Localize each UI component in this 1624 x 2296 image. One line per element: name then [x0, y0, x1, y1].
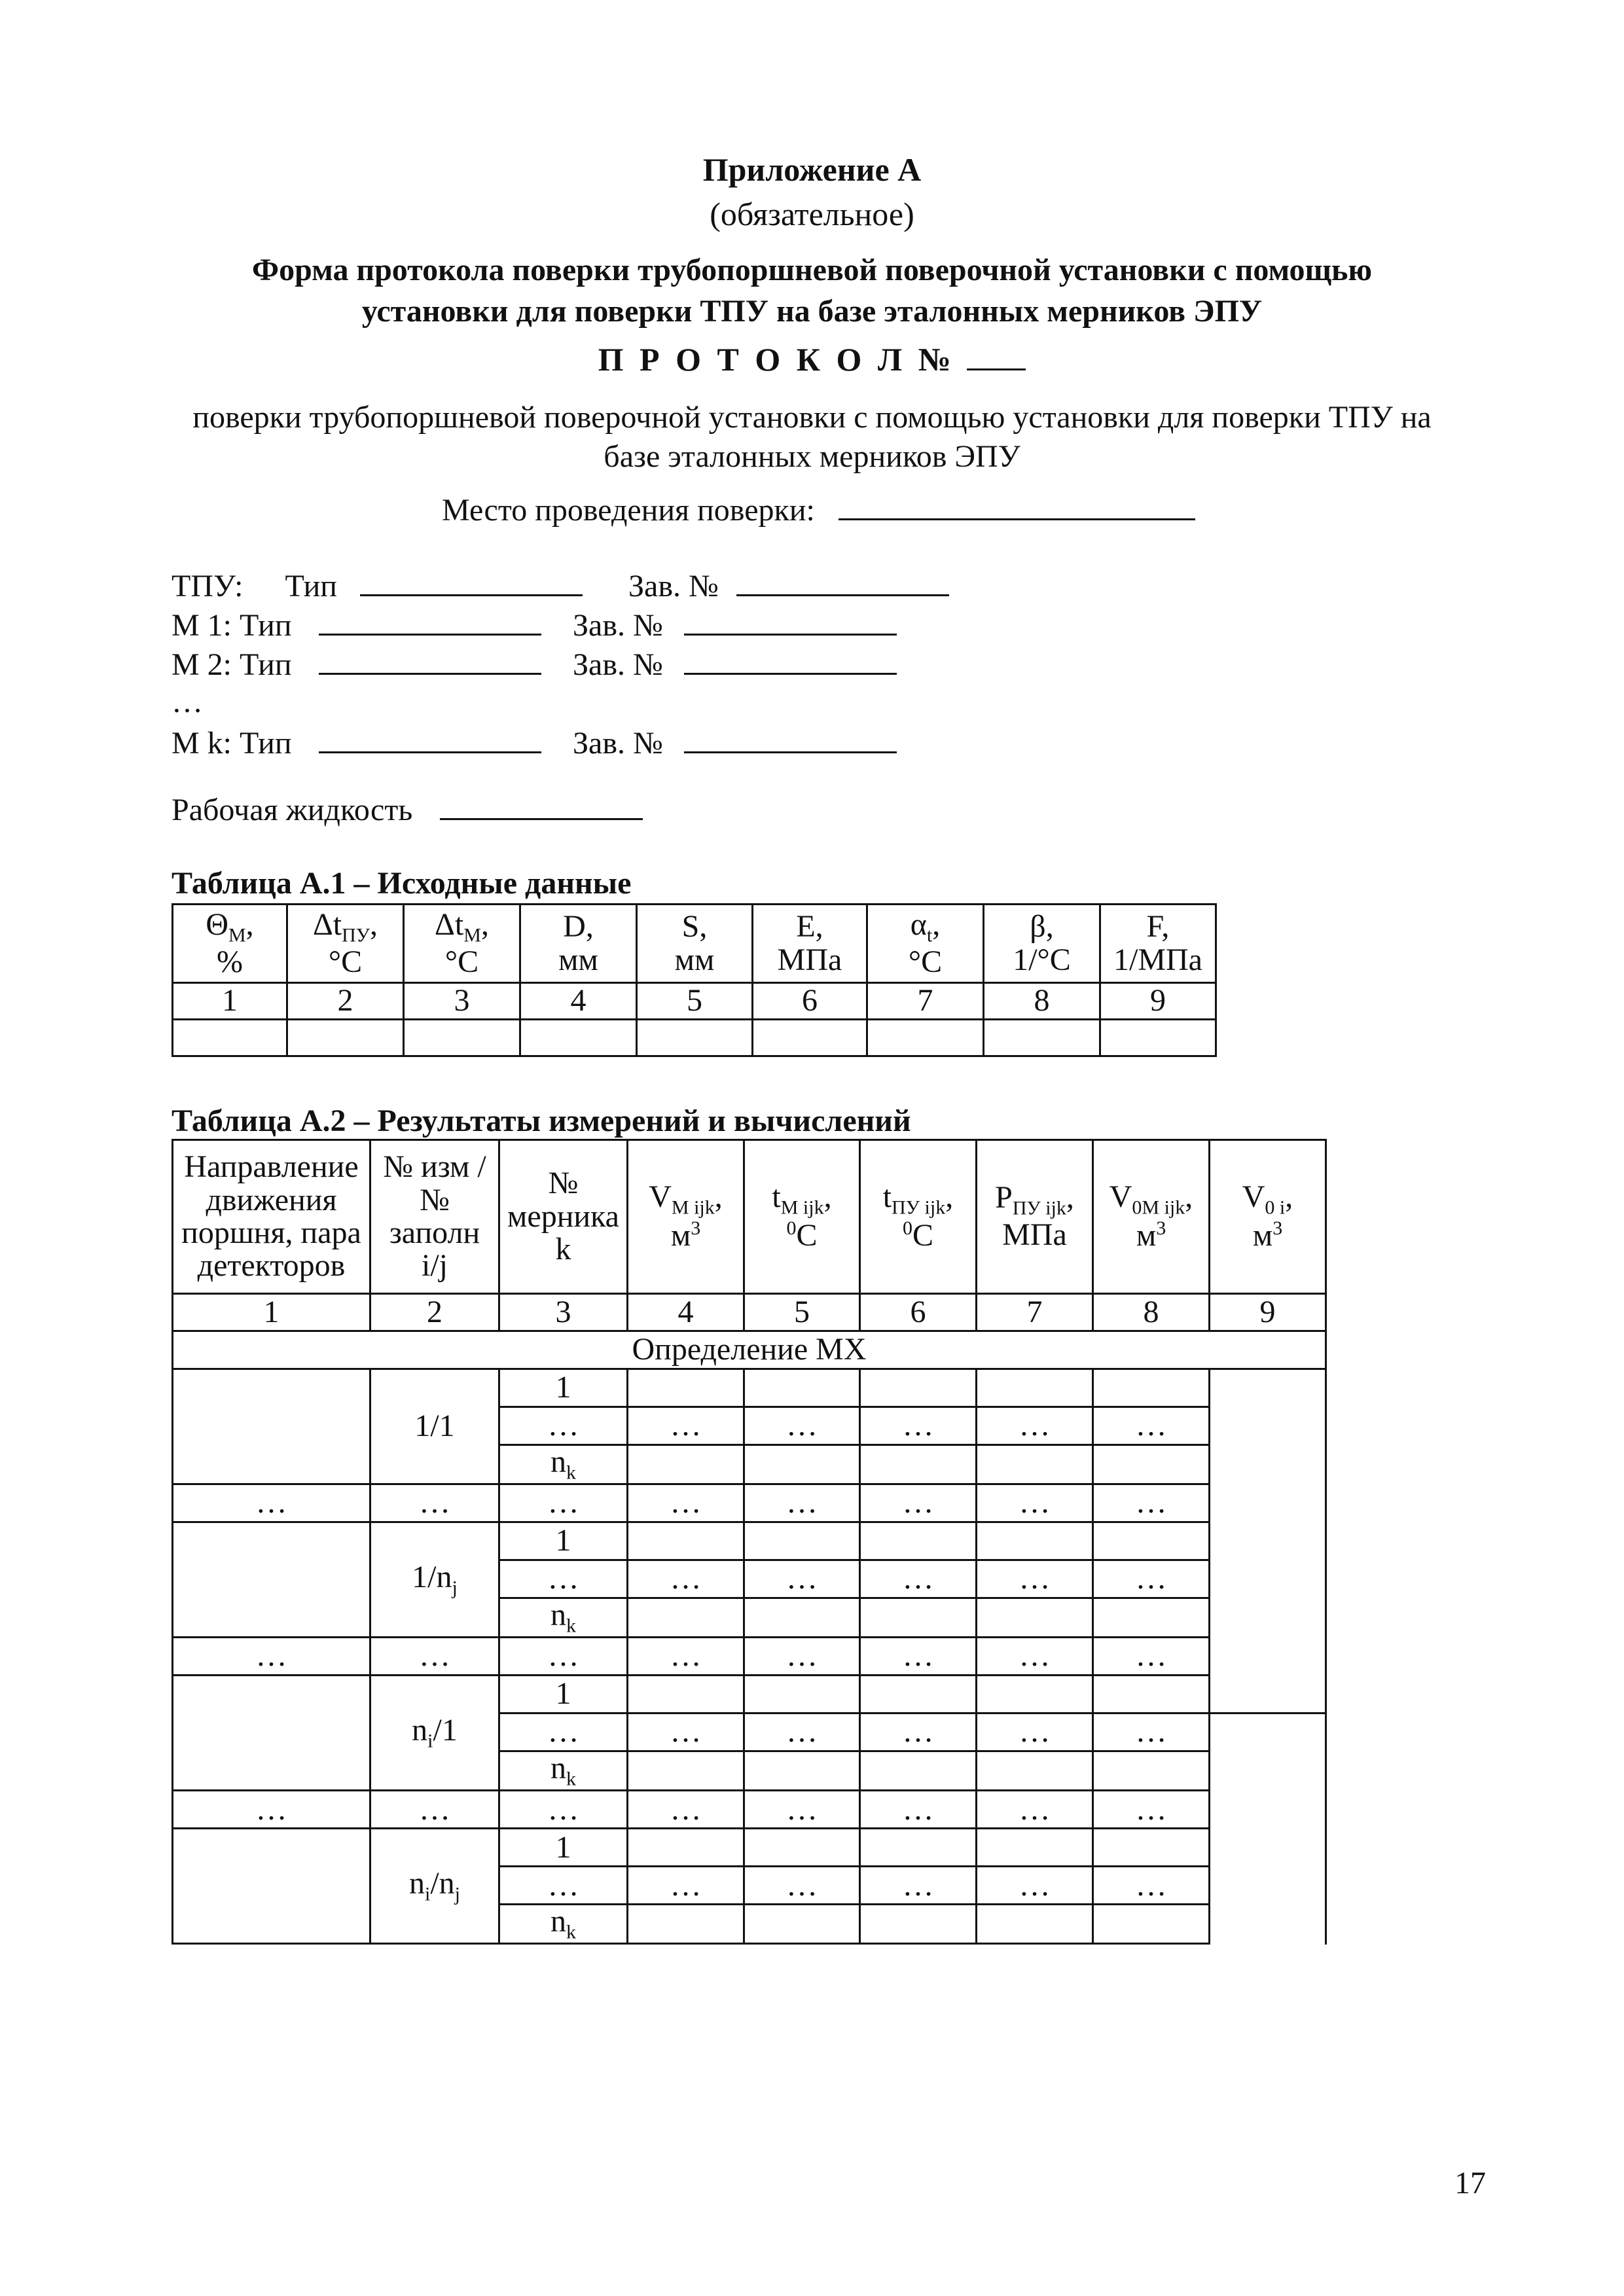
direction-cell[interactable]: [173, 1676, 370, 1791]
value-cell[interactable]: [628, 1676, 744, 1713]
table1-header-cell: $\Delta t_{ПУ}$, °С: [287, 905, 404, 983]
value-cell[interactable]: [860, 1751, 977, 1791]
table1-header-cell: $\alpha_t$, °С: [867, 905, 984, 983]
value-cell[interactable]: [1093, 1445, 1210, 1484]
ellipsis-cell: …: [628, 1638, 744, 1676]
table2: [171, 1139, 1327, 1945]
ellipsis-cell: …: [628, 1713, 744, 1751]
value-cell[interactable]: [744, 1905, 860, 1944]
table1-input-cell[interactable]: [404, 1020, 520, 1056]
fluid-label: Рабочая жидкость: [171, 793, 413, 827]
place-row: [442, 492, 1195, 528]
measure-index-cell: $n_k$: [499, 1445, 628, 1484]
value-cell[interactable]: [1093, 1369, 1210, 1407]
table1-number-cell: 8: [984, 983, 1100, 1020]
ellipsis-cell: …: [628, 1560, 744, 1598]
table1-number-cell: 4: [520, 983, 637, 1020]
ellipsis-cell: …: [860, 1484, 977, 1522]
ellipsis-cell: …: [1093, 1560, 1210, 1598]
ellipsis-cell: …: [499, 1484, 628, 1522]
mk-serial-field[interactable]: [684, 725, 897, 753]
table1-input-cell[interactable]: [173, 1020, 287, 1056]
tpu-type-field[interactable]: [360, 568, 583, 596]
value-cell[interactable]: [1093, 1676, 1210, 1713]
value-cell[interactable]: [860, 1905, 977, 1944]
table2-section-row: [173, 1331, 1326, 1369]
value-cell[interactable]: [860, 1676, 977, 1713]
table2-number-cell: 6: [860, 1294, 977, 1331]
value-cell[interactable]: [860, 1598, 977, 1638]
ellipsis-cell: …: [977, 1407, 1093, 1445]
ellipsis-cell: …: [173, 1484, 370, 1522]
measure-index-cell: 1: [499, 1676, 628, 1713]
ellipsis-cell: …: [744, 1791, 860, 1829]
table1-input-cell[interactable]: [1100, 1020, 1216, 1056]
table2-header-tm: $t_{М ijk}$, $^0$С: [744, 1140, 860, 1294]
m1-type-field[interactable]: [319, 607, 541, 636]
ellipsis-cell: …: [744, 1713, 860, 1751]
table1-input-cell[interactable]: [520, 1020, 637, 1056]
value-cell[interactable]: [977, 1369, 1093, 1407]
ellipsis-cell: …: [628, 1484, 744, 1522]
fluid-field[interactable]: [440, 792, 643, 820]
fill-index-cell: $n_i/n_j$: [370, 1829, 499, 1944]
protocol-label: П Р О Т О К О Л №: [598, 341, 955, 378]
table-row: [173, 1484, 1326, 1522]
table1-number-cell: 9: [1100, 983, 1216, 1020]
value-cell[interactable]: [977, 1445, 1093, 1484]
value-cell[interactable]: [744, 1445, 860, 1484]
measure-index-cell: 1: [499, 1829, 628, 1867]
ellipsis-cell: …: [977, 1638, 1093, 1676]
ellipsis-cell: …: [499, 1867, 628, 1905]
table2-caption: Таблица А.2 – Результаты измерений и вычислений: [171, 1103, 911, 1138]
value-cell[interactable]: [1093, 1598, 1210, 1638]
value-cell[interactable]: [744, 1676, 860, 1713]
ellipsis-cell: …: [1093, 1791, 1210, 1829]
table2-number-cell: 3: [499, 1294, 628, 1331]
table1-number-cell: 1: [173, 983, 287, 1020]
mk-serial-label: Зав. №: [573, 726, 663, 761]
ellipsis-cell: …: [628, 1407, 744, 1445]
table2-header-vm: $V_{М ijk}$, $м^3$: [628, 1140, 744, 1294]
value-cell[interactable]: [860, 1369, 977, 1407]
appendix-title: Приложение А: [702, 151, 922, 188]
ellipsis-cell: …: [744, 1867, 860, 1905]
table2-header-tpu: $t_{ПУ ijk}$, $^0$С: [860, 1140, 977, 1294]
table2-number-cell: 5: [744, 1294, 860, 1331]
table1-input-cell[interactable]: [287, 1020, 404, 1056]
place-label: Место проведения поверки:: [442, 493, 815, 528]
ellipsis-cell: …: [499, 1638, 628, 1676]
mk-type-field[interactable]: [319, 725, 541, 753]
ellipsis-cell: …: [499, 1713, 628, 1751]
ellipsis-cell: …: [744, 1484, 860, 1522]
ellipsis-cell: …: [628, 1791, 744, 1829]
subtitle-line-2: базе эталонных мерников ЭПУ: [604, 439, 1020, 474]
value-cell[interactable]: [860, 1445, 977, 1484]
ellipsis-cell: …: [1093, 1638, 1210, 1676]
ellipsis-cell: …: [499, 1407, 628, 1445]
table2-header-measure-no: № мерника k: [499, 1140, 628, 1294]
m2-serial-field[interactable]: [684, 647, 897, 675]
ellipsis-cell: …: [1093, 1484, 1210, 1522]
direction-cell[interactable]: [173, 1522, 370, 1638]
tpu-serial-label: Зав. №: [628, 569, 719, 603]
form-title-line-2: установки для поверки ТПУ на базе эталонных мерников ЭПУ: [361, 294, 1263, 329]
v0-merged-cell[interactable]: [1210, 1369, 1326, 1713]
value-cell[interactable]: [744, 1829, 860, 1867]
ellipsis-cell: …: [860, 1791, 977, 1829]
protocol-number-field[interactable]: [967, 342, 1026, 370]
m2-type-field[interactable]: [319, 647, 541, 675]
value-cell[interactable]: [977, 1751, 1093, 1791]
table1-number-cell: 2: [287, 983, 404, 1020]
ellipsis-cell: …: [977, 1560, 1093, 1598]
table2-header-direction: Направление движения поршня, пара детекторов: [173, 1140, 370, 1294]
mk-type-label: М k: Тип: [171, 726, 292, 761]
value-cell[interactable]: [1093, 1829, 1210, 1867]
ellipsis-cell: …: [370, 1638, 499, 1676]
table2-number-cell: 4: [628, 1294, 744, 1331]
value-cell[interactable]: [744, 1598, 860, 1638]
table1-header-cell: $\Theta_М$, %: [173, 905, 287, 983]
value-cell[interactable]: [860, 1522, 977, 1560]
table-row: [173, 1522, 1326, 1560]
measure-index-cell: $n_k$: [499, 1598, 628, 1638]
value-cell[interactable]: [977, 1522, 1093, 1560]
fill-index-cell: 1/1: [370, 1369, 499, 1484]
table1-input-cell[interactable]: [867, 1020, 984, 1056]
table1-input-cell[interactable]: [753, 1020, 867, 1056]
value-cell[interactable]: [977, 1829, 1093, 1867]
ellipsis-cell: …: [860, 1407, 977, 1445]
more-measures-ellipsis: …: [171, 685, 203, 719]
page-number: 17: [1454, 2166, 1486, 2200]
ellipsis-cell: …: [744, 1560, 860, 1598]
m1-serial-label: Зав. №: [573, 608, 663, 643]
ellipsis-cell: …: [744, 1407, 860, 1445]
m2-type-label: М 2: Тип: [171, 647, 292, 682]
place-field[interactable]: [839, 492, 1195, 520]
measure-index-cell: 1: [499, 1522, 628, 1560]
measure-index-cell: 1: [499, 1369, 628, 1407]
table2-number-cell: 9: [1210, 1294, 1326, 1331]
table1-number-cell: 5: [637, 983, 753, 1020]
value-cell[interactable]: [628, 1522, 744, 1560]
table2-number-row: [173, 1294, 1326, 1331]
table2-header-measurement: № изм / № заполн i/j: [370, 1140, 499, 1294]
table1-header-cell: D, мм: [520, 905, 637, 983]
direction-cell[interactable]: [173, 1369, 370, 1484]
value-cell[interactable]: [628, 1905, 744, 1944]
ellipsis-cell: …: [370, 1791, 499, 1829]
direction-cell[interactable]: [173, 1829, 370, 1944]
table1-number-row: [173, 983, 1216, 1020]
table2-number-cell: 2: [370, 1294, 499, 1331]
value-cell[interactable]: [628, 1829, 744, 1867]
table2-number-cell: 7: [977, 1294, 1093, 1331]
form-title-line-1: Форма протокола поверки трубопоршневой поверочной установки с помощью: [251, 253, 1373, 287]
table1-number-cell: 3: [404, 983, 520, 1020]
ellipsis-cell: …: [977, 1791, 1093, 1829]
subtitle-line-1: поверки трубопоршневой поверочной установки с помощью установки для поверки ТПУ на: [192, 400, 1432, 435]
table-row: [173, 1676, 1326, 1713]
ellipsis-cell: …: [977, 1484, 1093, 1522]
ellipsis-cell: …: [173, 1791, 370, 1829]
table1-header-cell: S, мм: [637, 905, 753, 983]
table1-number-cell: 6: [753, 983, 867, 1020]
measure-index-cell: $n_k$: [499, 1905, 628, 1944]
value-cell[interactable]: [744, 1751, 860, 1791]
ellipsis-cell: …: [860, 1867, 977, 1905]
table1-header-cell: F, 1/МПа: [1100, 905, 1216, 983]
table1-input-cell[interactable]: [637, 1020, 753, 1056]
protocol-heading: [0, 340, 1624, 378]
fill-index-cell: $1/n_j$: [370, 1522, 499, 1638]
fill-index-cell: $n_i/1$: [370, 1676, 499, 1791]
ellipsis-cell: …: [860, 1560, 977, 1598]
value-cell[interactable]: [1093, 1905, 1210, 1944]
table1-header-cell: E, МПа: [753, 905, 867, 983]
table1-caption: Таблица А.1 – Исходные данные: [171, 866, 632, 901]
ellipsis-cell: …: [1093, 1867, 1210, 1905]
ellipsis-cell: …: [370, 1484, 499, 1522]
table1-header-row: [173, 905, 1216, 983]
m2-serial-label: Зав. №: [573, 647, 663, 682]
value-cell[interactable]: [860, 1829, 977, 1867]
ellipsis-cell: …: [860, 1713, 977, 1751]
table2-header-ppu: $P_{ПУ ijk}$, МПа: [977, 1140, 1093, 1294]
m1-serial-field[interactable]: [684, 607, 897, 636]
tpu-row: [171, 568, 337, 604]
appendix-status: (обязательное): [710, 196, 914, 232]
value-cell[interactable]: [977, 1905, 1093, 1944]
table1-number-cell: 7: [867, 983, 984, 1020]
value-cell[interactable]: [628, 1445, 744, 1484]
table-row: [173, 1369, 1326, 1407]
ellipsis-cell: …: [977, 1713, 1093, 1751]
ellipsis-cell: …: [977, 1867, 1093, 1905]
table1: [171, 903, 1217, 1057]
ellipsis-cell: …: [628, 1867, 744, 1905]
ellipsis-cell: …: [1093, 1713, 1210, 1751]
ellipsis-cell: …: [499, 1560, 628, 1598]
table2-number-cell: 1: [173, 1294, 370, 1331]
table1-header-cell: β, 1/°С: [984, 905, 1100, 983]
tpu-type-label: Тип: [285, 569, 337, 603]
ellipsis-cell: …: [173, 1638, 370, 1676]
tpu-label: ТПУ:: [171, 569, 244, 603]
value-cell[interactable]: [1093, 1522, 1210, 1560]
value-cell[interactable]: [977, 1598, 1093, 1638]
value-cell[interactable]: [1093, 1751, 1210, 1791]
value-cell[interactable]: [628, 1751, 744, 1791]
table2-header-v0: $V_{0 i}$, $м^3$: [1210, 1140, 1326, 1294]
table2-section-title: Определение МХ: [173, 1331, 1326, 1369]
table-row: [173, 1791, 1326, 1829]
tpu-serial-field[interactable]: [736, 568, 949, 596]
measure-index-cell: $n_k$: [499, 1751, 628, 1791]
m1-type-label: М 1: Тип: [171, 608, 292, 643]
ellipsis-cell: …: [744, 1638, 860, 1676]
table-row: [173, 1638, 1326, 1676]
table1-header-cell: $\Delta t_М$, °С: [404, 905, 520, 983]
table1-input-cell[interactable]: [984, 1020, 1100, 1056]
value-cell[interactable]: [628, 1598, 744, 1638]
value-cell[interactable]: [977, 1676, 1093, 1713]
table2-number-cell: 8: [1093, 1294, 1210, 1331]
ellipsis-cell: …: [499, 1791, 628, 1829]
table2-header-v0m: $V_{0М ijk}$, $м^3$: [1093, 1140, 1210, 1294]
value-cell[interactable]: [744, 1369, 860, 1407]
value-cell[interactable]: [744, 1522, 860, 1560]
ellipsis-cell: …: [860, 1638, 977, 1676]
value-cell[interactable]: [628, 1369, 744, 1407]
table2-header-row: [173, 1140, 1326, 1294]
table1-data-row[interactable]: [173, 1020, 1216, 1056]
table-row: [173, 1829, 1326, 1867]
ellipsis-cell: …: [1093, 1407, 1210, 1445]
